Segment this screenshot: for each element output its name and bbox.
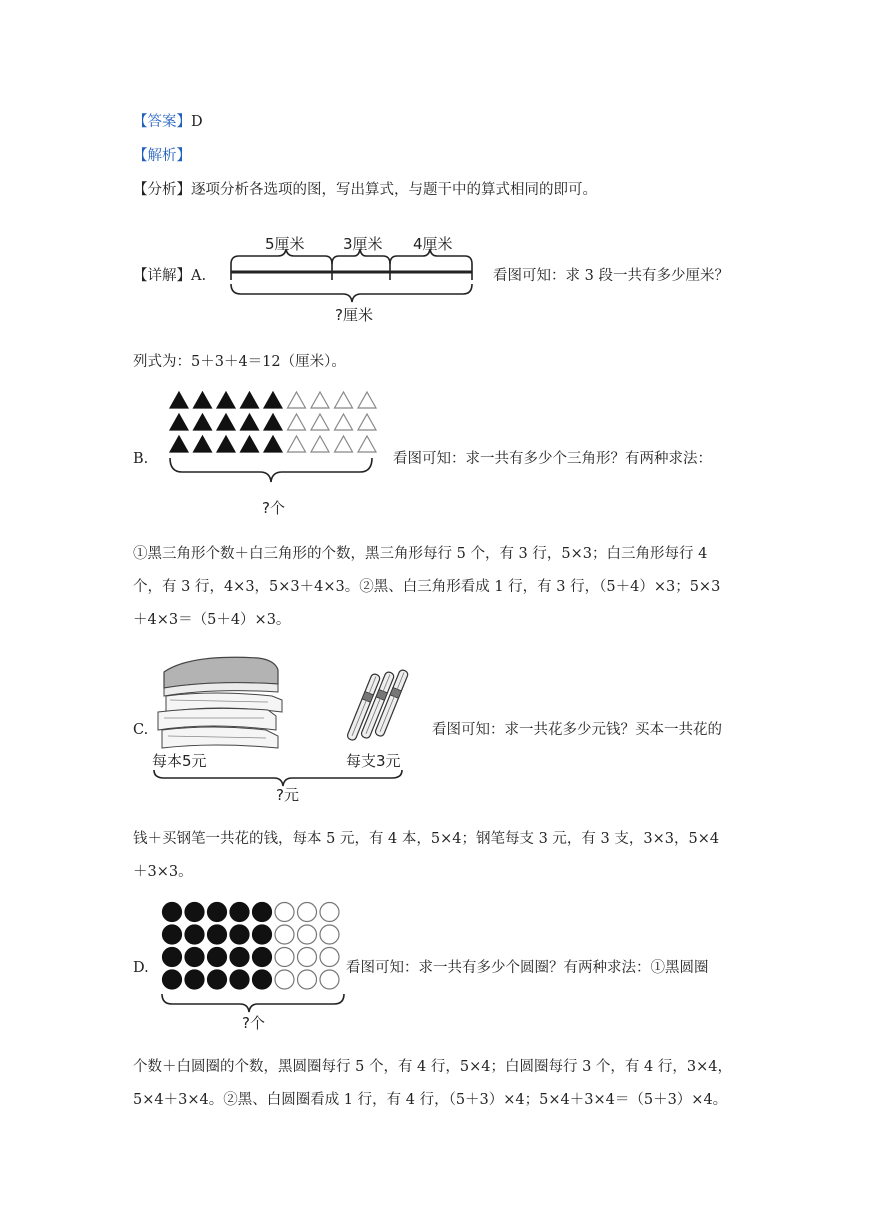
- option-b-line-2: 个，有 3 行，4×3，5×3＋4×3。②黑、白三角形看成 1 行，有 3 行，（5＋4）×3；5×3: [133, 579, 721, 595]
- label-total-cm: ?厘米: [335, 306, 373, 324]
- option-d-line-2: 5×4＋3×4。②黑、白圆圈看成 1 行，有 4 行，（5＋3）×4；5×4＋3×4＝（5＋3）×4。: [133, 1092, 728, 1108]
- option-b-note: 看图可知：求一共有多少个三角形？有两种求法：: [393, 451, 712, 467]
- white-triangle: [335, 436, 353, 452]
- white-triangle: [288, 414, 306, 430]
- option-c-letter: C.: [133, 722, 149, 738]
- black-circle: [253, 970, 272, 989]
- label-total-b: ?个: [262, 499, 285, 517]
- black-circle: [185, 970, 204, 989]
- black-triangle: [194, 414, 212, 430]
- white-circle: [298, 948, 317, 967]
- option-b-line-1: ①黑三角形个数＋白三角形的个数，黑三角形每行 5 个，有 3 行，5×3；白三角形每行 4: [133, 546, 708, 562]
- black-circle: [253, 925, 272, 944]
- option-d-letter: D.: [133, 960, 149, 976]
- label-5cm: 5厘米: [265, 235, 305, 253]
- brace-total: [231, 284, 472, 302]
- white-circle: [275, 948, 294, 967]
- white-circle: [275, 970, 294, 989]
- white-triangle: [335, 414, 353, 430]
- white-circle: [298, 925, 317, 944]
- white-triangle: [288, 392, 306, 408]
- black-triangle: [241, 392, 259, 408]
- black-circle: [230, 903, 249, 922]
- answer-line: [133, 112, 203, 132]
- black-circle: [208, 970, 227, 989]
- black-circle: [163, 948, 182, 967]
- label-4cm: 4厘米: [413, 235, 453, 253]
- option-a-letter: A.: [191, 268, 207, 284]
- brace-4cm: [390, 249, 472, 264]
- black-triangle: [217, 436, 235, 452]
- black-triangle: [264, 436, 282, 452]
- answer-value: D: [191, 114, 203, 130]
- white-circle: [320, 948, 339, 967]
- black-triangle: [194, 392, 212, 408]
- white-triangle: [311, 436, 329, 452]
- black-triangle: [170, 392, 188, 408]
- circle-grid: [163, 903, 340, 990]
- black-circle: [208, 948, 227, 967]
- black-circle: [163, 925, 182, 944]
- label-total-c: ?元: [276, 786, 299, 802]
- option-a-formula: 列式为：5＋3＋4＝12（厘米）。: [133, 354, 346, 370]
- white-circle: [298, 970, 317, 989]
- black-triangle: [264, 414, 282, 430]
- black-circle: [185, 903, 204, 922]
- figure-a-segments: [225, 232, 480, 328]
- option-b-letter: B.: [133, 451, 149, 467]
- analysis-tag: 【解析】: [133, 148, 191, 164]
- option-b-line-3: ＋4×3＝（5＋4）×3。: [133, 612, 291, 628]
- white-triangle: [358, 392, 376, 408]
- label-per-pen: 每支3元: [346, 752, 401, 770]
- pens-icon: [346, 669, 409, 741]
- detail-a-prefix: [133, 266, 206, 286]
- black-circle: [185, 925, 204, 944]
- books-stack-icon: [158, 657, 282, 748]
- option-c-line-2: ＋3×3。: [133, 864, 193, 880]
- fenxi-tag: 【分析】: [133, 182, 191, 198]
- label-total-d: ?个: [242, 1014, 265, 1032]
- figure-c-books-pens: [150, 650, 420, 802]
- label-per-book: 每本5元: [152, 752, 207, 770]
- white-circle: [320, 925, 339, 944]
- black-circle: [253, 903, 272, 922]
- option-c-line-1: 钱＋买钢笔一共花的钱，每本 5 元，有 4 本，5×4；钢笔每支 3 元，有 3 支，3×3，5×4: [133, 831, 720, 847]
- black-circle: [230, 948, 249, 967]
- black-triangle: [170, 414, 188, 430]
- black-triangle: [241, 436, 259, 452]
- white-circle: [320, 903, 339, 922]
- option-d-note: 看图可知：求一共有多少个圆圈？有两种求法：①黑圆圈: [346, 960, 709, 976]
- option-c-note: 看图可知：求一共花多少元钱？买本一共花的: [432, 722, 722, 738]
- figure-d-circles: [158, 898, 348, 1034]
- triangle-grid: [170, 392, 376, 452]
- black-triangle: [241, 414, 259, 430]
- black-triangle: [264, 392, 282, 408]
- brace-d: [162, 994, 344, 1012]
- black-triangle: [217, 392, 235, 408]
- black-circle: [208, 925, 227, 944]
- brace-b: [170, 458, 372, 482]
- white-triangle: [358, 414, 376, 430]
- analysis-line: [133, 180, 597, 200]
- white-circle: [298, 903, 317, 922]
- white-triangle: [311, 392, 329, 408]
- black-circle: [230, 970, 249, 989]
- white-circle: [275, 925, 294, 944]
- black-triangle: [217, 414, 235, 430]
- black-circle: [185, 948, 204, 967]
- black-circle: [163, 970, 182, 989]
- black-triangle: [194, 436, 212, 452]
- black-circle: [230, 925, 249, 944]
- white-triangle: [288, 436, 306, 452]
- white-circle: [275, 903, 294, 922]
- black-circle: [163, 903, 182, 922]
- answer-tag: 【答案】: [133, 114, 191, 130]
- fenxi-text: 逐项分析各选项的图，写出算式，与题干中的算式相同的即可。: [191, 182, 597, 198]
- label-3cm: 3厘米: [343, 235, 383, 253]
- option-d-line-1: 个数＋白圆圈的个数，黑圆圈每行 5 个，有 4 行，5×4；白圆圈每行 3 个，有 4 行，3×4，: [133, 1059, 732, 1075]
- white-circle: [320, 970, 339, 989]
- black-circle: [208, 903, 227, 922]
- black-circle: [253, 948, 272, 967]
- black-triangle: [170, 436, 188, 452]
- white-triangle: [358, 436, 376, 452]
- detail-tag: 【详解】: [133, 268, 191, 284]
- white-triangle: [335, 392, 353, 408]
- brace-c: [154, 770, 402, 786]
- figure-b-triangles: [162, 386, 382, 520]
- white-triangle: [311, 414, 329, 430]
- option-a-note: 看图可知：求 3 段一共有多少厘米？: [493, 268, 729, 284]
